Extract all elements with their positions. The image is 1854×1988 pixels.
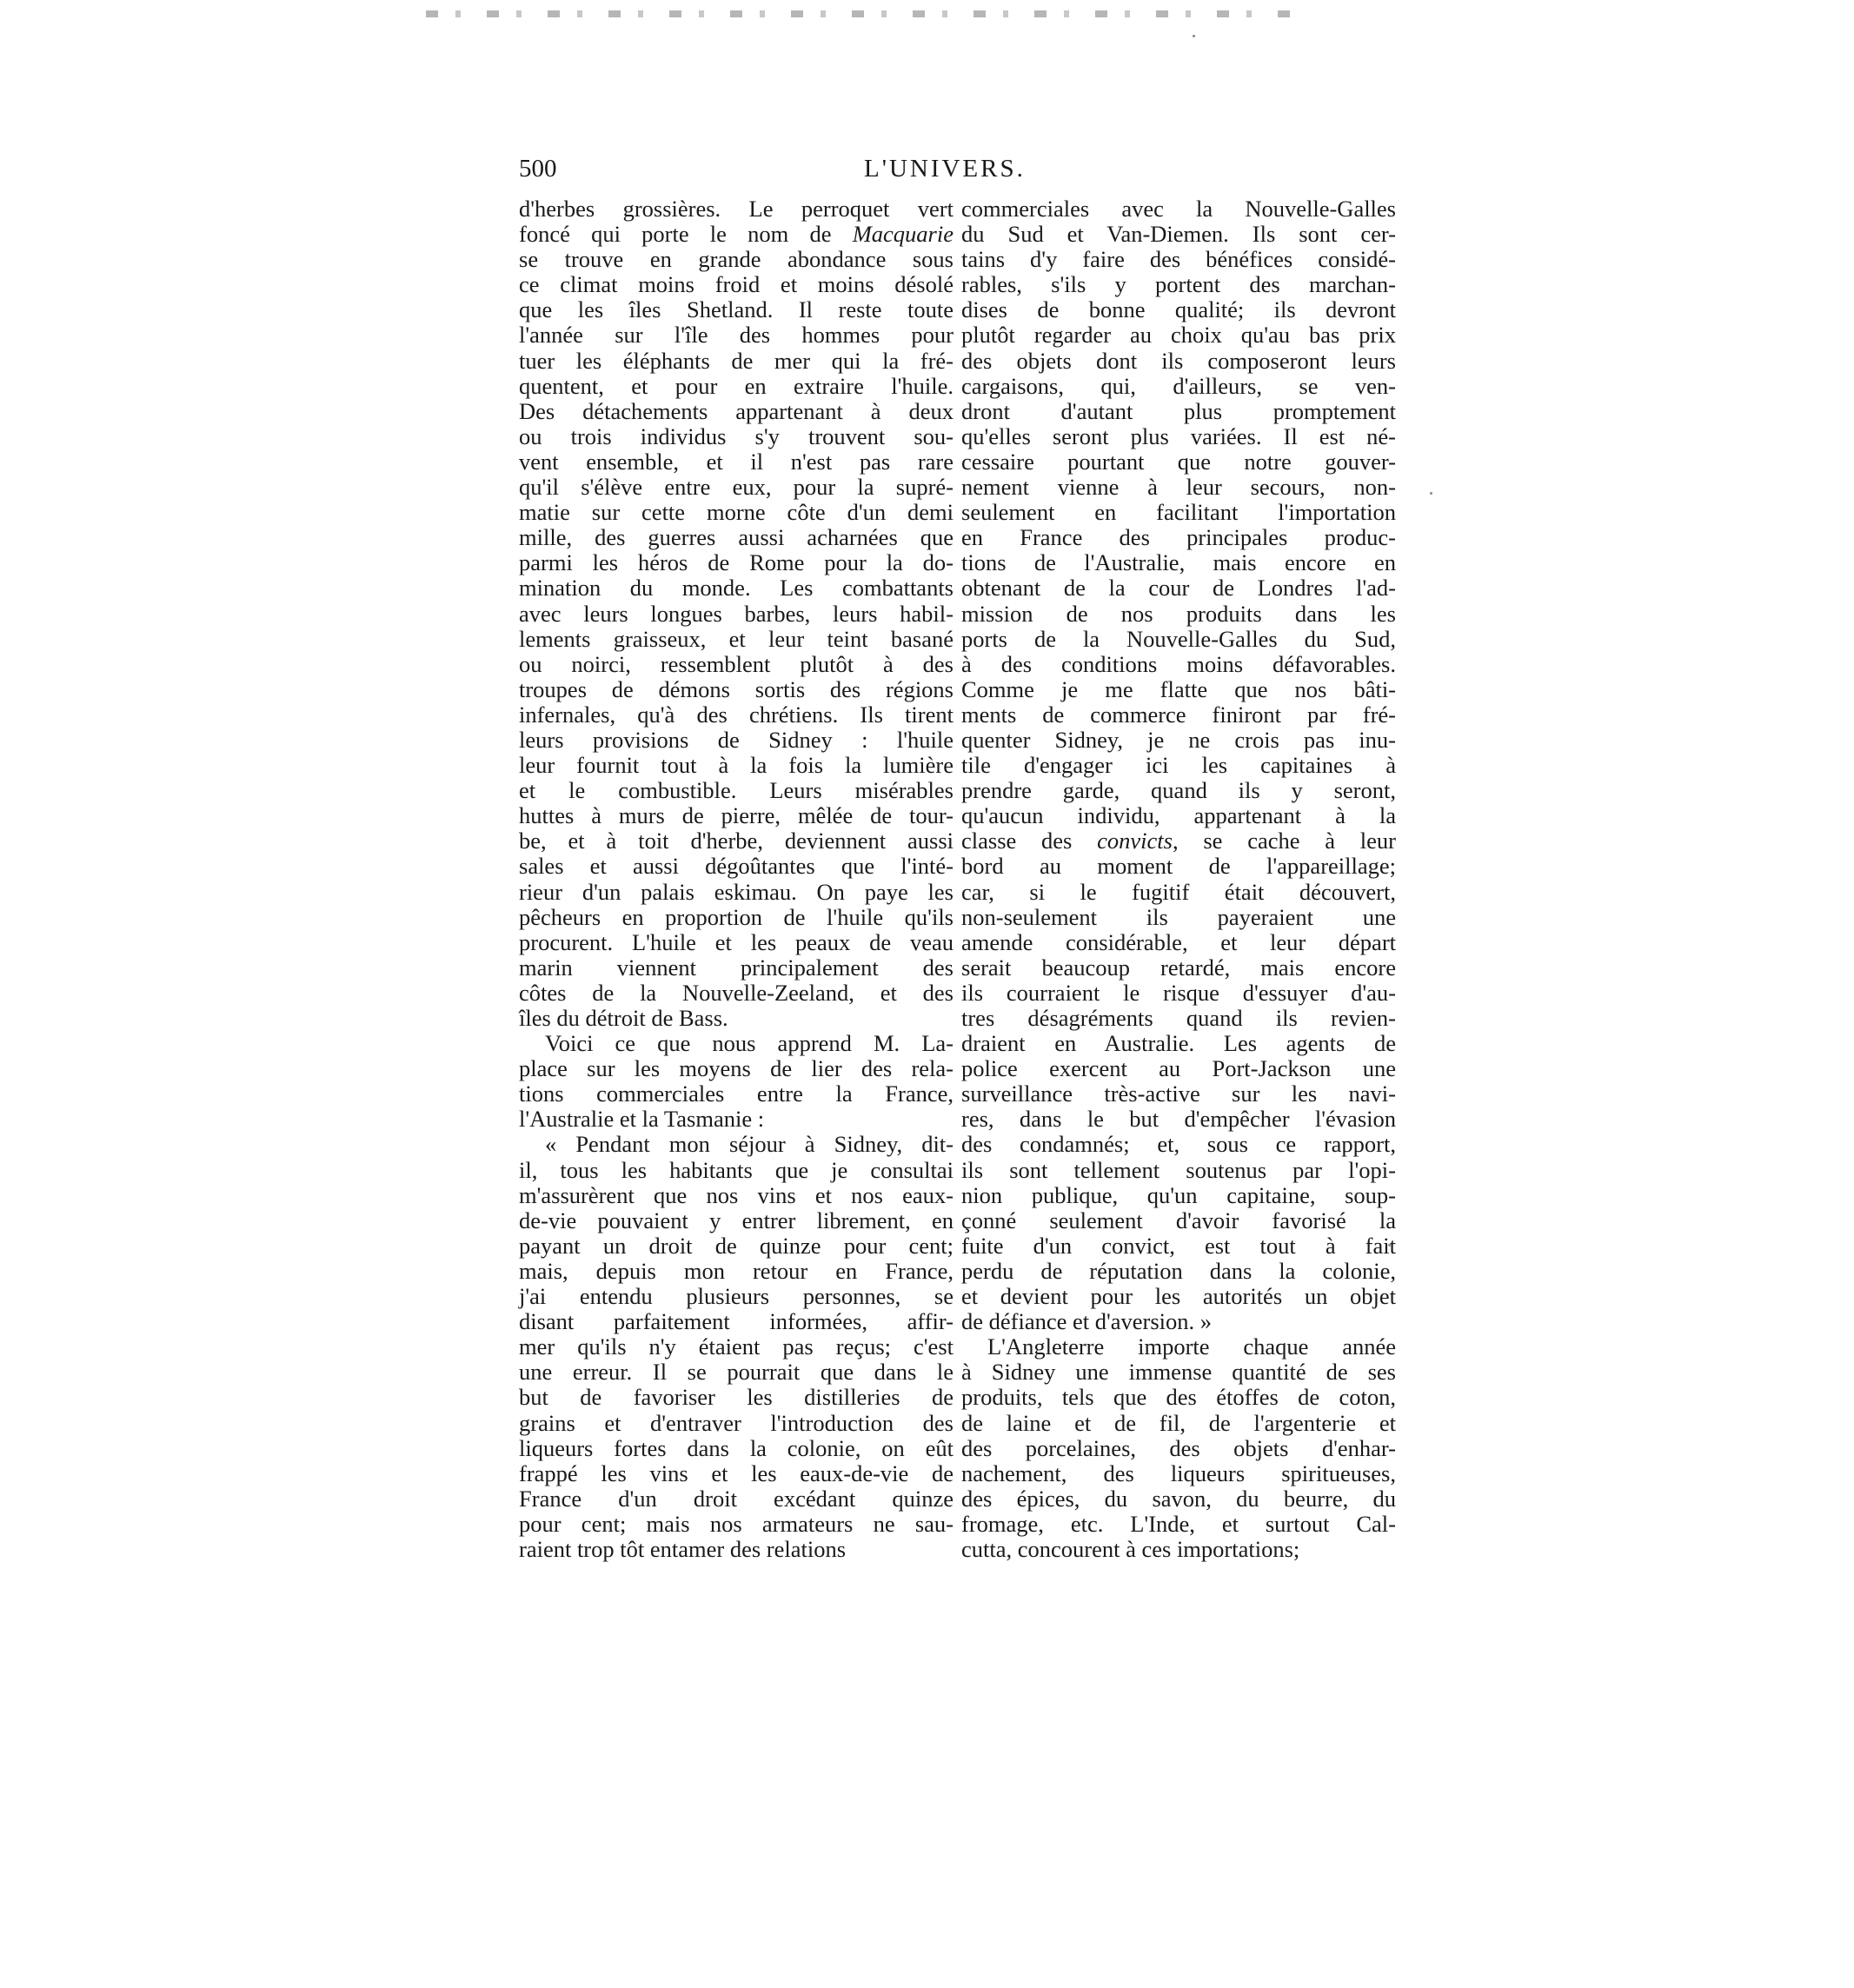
text-line: classe des convicts, se cache à leur: [961, 828, 1396, 854]
text-line: en France des principales produc-: [961, 524, 1396, 551]
text-line: des condamnés; et, sous ce rapport,: [961, 1131, 1396, 1158]
text-line: tuer les éléphants de mer qui la fré-: [519, 347, 954, 374]
text-line: qu'il s'élève entre eux, pour la supré-: [519, 474, 954, 501]
text-line: procurent. L'huile et les peaux de veau: [519, 928, 954, 955]
text-column-left: [519, 196, 954, 1562]
text-line: amende considérable, et leur départ: [961, 928, 1396, 955]
text-line: lements graisseux, et leur teint basané: [519, 625, 954, 652]
text-line: police exercent au Port-Jackson une: [961, 1055, 1396, 1082]
text-line: place sur les moyens de lier des rela-: [519, 1055, 954, 1082]
text-line: et le combustible. Leurs misérables: [519, 777, 954, 804]
text-line: vent ensemble, et il n'est pas rare: [519, 448, 954, 475]
text-line: serait beaucoup retardé, mais encore: [961, 954, 1396, 981]
text-line: de laine et de fil, de l'argenterie et: [961, 1409, 1396, 1436]
text-line: quenter Sidney, je ne crois pas inu-: [961, 726, 1396, 753]
text-line: dises de bonne qualité; ils devront: [961, 296, 1396, 323]
text-line: foncé qui porte le nom de Macquarie: [519, 221, 954, 248]
text-line: produits, tels que des étoffes de coton,: [961, 1384, 1396, 1411]
text-line: l'Australie et la Tasmanie :: [519, 1106, 765, 1133]
scan-artifact-dot: [1430, 492, 1432, 495]
text-line: des porcelaines, des objets d'enhar-: [961, 1434, 1396, 1461]
text-line: de défiance et d'aversion. »: [961, 1308, 1213, 1335]
text-line: leurs provisions de Sidney : l'huile: [519, 726, 954, 753]
text-line: Des détachements appartenant à deux: [519, 397, 954, 424]
text-line: prendre garde, quand ils y seront,: [961, 777, 1396, 804]
text-line: nement vienne à leur secours, non-: [961, 474, 1396, 501]
text-line: draient en Australie. Les agents de: [961, 1030, 1396, 1057]
scan-artifact-dot: [1193, 35, 1195, 37]
text-line: marin viennent principalement des: [519, 954, 954, 981]
text-line: surveillance très-active sur les navi-: [961, 1080, 1396, 1107]
text-line: rieur d'un palais eskimau. On paye les: [519, 878, 954, 905]
text-line: France d'un droit excédant quinze: [519, 1485, 954, 1512]
text-line: sales et aussi dégoûtantes que l'inté-: [519, 853, 954, 880]
text-line: l'année sur l'île des hommes pour: [519, 322, 954, 349]
text-line: que les îles Shetland. Il reste toute: [519, 296, 954, 323]
text-line: « Pendant mon séjour à Sidney, dit-: [545, 1131, 954, 1158]
text-line: une erreur. Il se pourrait que dans le: [519, 1359, 954, 1386]
text-line: il, tous les habitants que je consultai: [519, 1156, 954, 1183]
text-line: plutôt regarder au choix qu'au bas prix: [961, 322, 1396, 349]
text-line: de-vie pouvaient y entrer librement, en: [519, 1207, 954, 1233]
text-line: des épices, du savon, du beurre, du: [961, 1485, 1396, 1512]
text-line: mination du monde. Les combattants: [519, 575, 954, 602]
text-line: obtenant de la cour de Londres l'ad-: [961, 575, 1396, 602]
scan-artifact-top: [426, 10, 1295, 17]
text-line: mission de nos produits dans les: [961, 600, 1396, 627]
text-line: liqueurs fortes dans la colonie, on eût: [519, 1434, 954, 1461]
text-column-right: [961, 196, 1396, 1562]
text-line: perdu de réputation dans la colonie,: [961, 1257, 1396, 1284]
text-line: à des conditions moins défavorables.: [961, 650, 1396, 677]
text-line: car, si le fugitif était découvert,: [961, 878, 1396, 905]
text-line: ils courraient le risque d'essuyer d'au-: [961, 979, 1396, 1006]
text-line: côtes de la Nouvelle-Zeeland, et des: [519, 979, 954, 1006]
text-line: ou noirci, ressemblent plutôt à des: [519, 650, 954, 677]
text-line: tions commerciales entre la France,: [519, 1080, 954, 1107]
text-line: quentent, et pour en extraire l'huile.: [519, 372, 954, 399]
page-number: 500: [519, 155, 557, 183]
text-line: ments de commerce finiront par fré-: [961, 701, 1396, 728]
text-line: nion publique, qu'un capitaine, soup-: [961, 1181, 1396, 1208]
text-line: mille, des guerres aussi acharnées que: [519, 524, 954, 551]
text-line: fuite d'un convict, est tout à fait: [961, 1232, 1396, 1259]
text-line: bord au moment de l'appareillage;: [961, 853, 1396, 880]
text-line: çonné seulement d'avoir favorisé la: [961, 1207, 1396, 1233]
text-line: troupes de démons sortis des régions: [519, 675, 954, 702]
text-line: res, dans le but d'empêcher l'évasion: [961, 1106, 1396, 1133]
text-line: du Sud et Van-Diemen. Ils sont cer-: [961, 221, 1396, 248]
text-line: commerciales avec la Nouvelle-Galles: [961, 196, 1396, 222]
text-line: cutta, concourent à ces importations;: [961, 1535, 1300, 1562]
text-line: leur fournit tout à la fois la lumière: [519, 752, 954, 779]
text-line: à Sidney une immense quantité de ses: [961, 1359, 1396, 1386]
text-line: huttes à murs de pierre, mêlée de tour-: [519, 802, 954, 829]
running-head: [519, 155, 1378, 189]
text-line: Comme je me flatte que nos bâti-: [961, 675, 1396, 702]
page-title: L'UNIVERS.: [864, 155, 1026, 183]
text-line: rables, s'ils y portent des marchan-: [961, 271, 1396, 298]
text-line: pour cent; mais nos armateurs ne sau-: [519, 1510, 954, 1537]
text-line: frappé les vins et les eaux-de-vie de: [519, 1459, 954, 1486]
text-line: qu'elles seront plus variées. Il est né-: [961, 422, 1396, 449]
text-line: parmi les héros de Rome pour la do-: [519, 549, 954, 576]
text-line: et devient pour les autorités un objet: [961, 1283, 1396, 1310]
text-line: seulement en facilitant l'importation: [961, 499, 1396, 526]
text-line: se trouve en grande abondance sous: [519, 246, 954, 273]
text-line: raient trop tôt entamer des relations: [519, 1535, 847, 1562]
text-line: m'assurèrent que nos vins et nos eaux-: [519, 1181, 954, 1208]
text-line: d'herbes grossières. Le perroquet vert: [519, 196, 954, 222]
text-line: mer qu'ils n'y étaient pas reçus; c'est: [519, 1333, 954, 1360]
text-line: mais, depuis mon retour en France,: [519, 1257, 954, 1284]
text-line: dront d'autant plus promptement: [961, 397, 1396, 424]
text-line: ils sont tellement soutenus par l'opi-: [961, 1156, 1396, 1183]
text-line: ports de la Nouvelle-Galles du Sud,: [961, 625, 1396, 652]
text-line: ce climat moins froid et moins désolé: [519, 271, 954, 298]
text-line: payant un droit de quinze pour cent;: [519, 1232, 954, 1259]
text-line: tions de l'Australie, mais encore en: [961, 549, 1396, 576]
text-line: avec leurs longues barbes, leurs habil-: [519, 600, 954, 627]
text-line: cessaire pourtant que notre gouver-: [961, 448, 1396, 475]
text-line: L'Angleterre importe chaque année: [987, 1333, 1396, 1360]
text-line: non-seulement ils payeraient une: [961, 903, 1396, 930]
text-line: j'ai entendu plusieurs personnes, se: [519, 1283, 954, 1310]
text-line: tres désagréments quand ils revien-: [961, 1005, 1396, 1031]
text-line: Voici ce que nous apprend M. La-: [545, 1030, 954, 1057]
text-line: disant parfaitement informées, affir-: [519, 1308, 954, 1335]
text-line: cargaisons, qui, d'ailleurs, se ven-: [961, 372, 1396, 399]
text-line: matie sur cette morne côte d'un demi: [519, 499, 954, 526]
text-line: be, et à toit d'herbe, deviennent aussi: [519, 828, 954, 854]
text-line: tile d'engager ici les capitaines à: [961, 752, 1396, 779]
text-line: infernales, qu'à des chrétiens. Ils tirent: [519, 701, 954, 728]
text-line: grains et d'entraver l'introduction des: [519, 1409, 954, 1436]
text-line: qu'aucun individu, appartenant à la: [961, 802, 1396, 829]
text-line: tains d'y faire des bénéfices considé-: [961, 246, 1396, 273]
text-line: pêcheurs en proportion de l'huile qu'ils: [519, 903, 954, 930]
text-line: but de favoriser les distilleries de: [519, 1384, 954, 1411]
text-line: nachement, des liqueurs spiritueuses,: [961, 1459, 1396, 1486]
text-line: îles du détroit de Bass.: [519, 1005, 728, 1031]
text-line: fromage, etc. L'Inde, et surtout Cal-: [961, 1510, 1396, 1537]
text-line: ou trois individus s'y trouvent sou-: [519, 422, 954, 449]
text-line: des objets dont ils composeront leurs: [961, 347, 1396, 374]
